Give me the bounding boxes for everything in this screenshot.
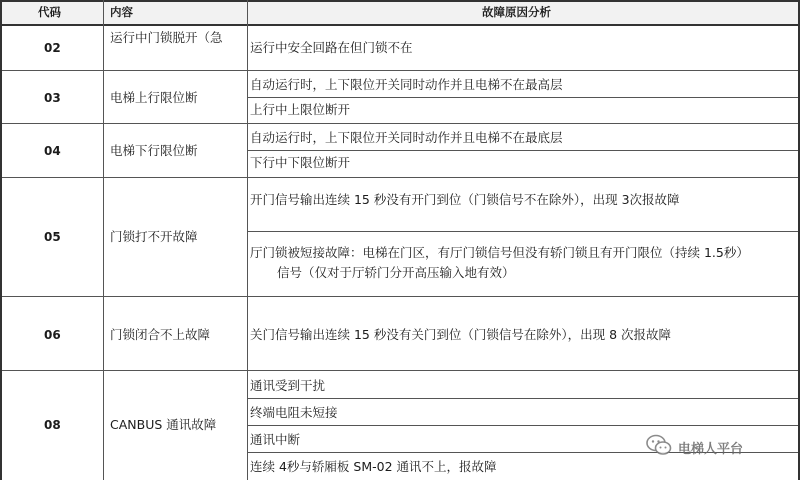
row-06-analysis-1: 关门信号输出连续 15 秒没有关门到位（门锁信号在除外），出现 8 次报故障 (250, 327, 672, 342)
watermark-text: 电梯人平台 (678, 441, 744, 457)
wechat-icon (646, 434, 672, 460)
watermark (646, 434, 743, 460)
row-04-analysis-2: 下行中下限位断开 (250, 155, 351, 170)
row-08-code: 08 (44, 418, 61, 432)
row-02-code: 02 (44, 41, 61, 55)
row-05-content: 门锁打不开故障 (110, 229, 198, 244)
row-divider (0, 177, 800, 178)
row-03-analysis-1: 自动运行时，上下限位开关同时动作并且电梯不在最高层 (250, 77, 563, 92)
row-05-analysis-1: 开门信号输出连续 15 秒没有开门到位（门锁信号不在除外），出现 3次报故障 (250, 192, 680, 207)
header-content: 内容 (110, 5, 133, 19)
column-divider (103, 0, 104, 480)
table-top-border (0, 0, 800, 2)
row-05-code: 05 (44, 230, 61, 244)
row-divider (0, 370, 800, 371)
row-08-analysis-2: 终端电阻未短接 (250, 405, 338, 420)
row-05-analysis-3: 信号（仅对于厅轿门分开高压输入地有效） (277, 265, 515, 280)
sub-row-divider (247, 231, 800, 232)
header-bottom-border (0, 24, 800, 26)
row-08-content: CANBUS 通讯故障 (110, 417, 217, 432)
sub-row-divider (247, 398, 800, 399)
header-code: 代码 (38, 5, 61, 19)
row-04-content: 电梯下行限位断 (110, 143, 198, 158)
row-divider (0, 123, 800, 124)
sub-row-divider (247, 425, 800, 426)
row-06-content: 门锁闭合不上故障 (110, 327, 211, 342)
row-08-analysis-3: 通讯中断 (250, 432, 301, 447)
sub-row-divider (247, 97, 800, 98)
sub-row-divider (247, 150, 800, 151)
table-left-border (0, 0, 2, 480)
row-05-analysis-2: 厅门锁被短接故障：电梯在门区，有厅门锁信号但没有轿门锁且有开门限位（持续 1.5秒） (250, 245, 749, 260)
row-06-code: 06 (44, 328, 61, 342)
row-divider (0, 70, 800, 71)
row-08-analysis-4: 连续 4秒与轿厢板 SM-02 通讯不上，报故障 (250, 459, 497, 474)
row-02-content: 运行中门锁脱开（急 (110, 30, 223, 45)
row-03-code: 03 (44, 91, 61, 105)
row-04-analysis-1: 自动运行时，上下限位开关同时动作并且电梯不在最底层 (250, 130, 563, 145)
row-08-analysis-1: 通讯受到干扰 (250, 378, 326, 393)
row-04-code: 04 (44, 144, 61, 158)
row-03-content: 电梯上行限位断 (110, 90, 198, 105)
row-divider (0, 296, 800, 297)
row-02-analysis-1: 运行中安全回路在但门锁不在 (250, 40, 413, 55)
header-analysis: 故障原因分析 (482, 5, 551, 19)
row-03-analysis-2: 上行中上限位断开 (250, 102, 351, 117)
column-divider (247, 0, 248, 480)
